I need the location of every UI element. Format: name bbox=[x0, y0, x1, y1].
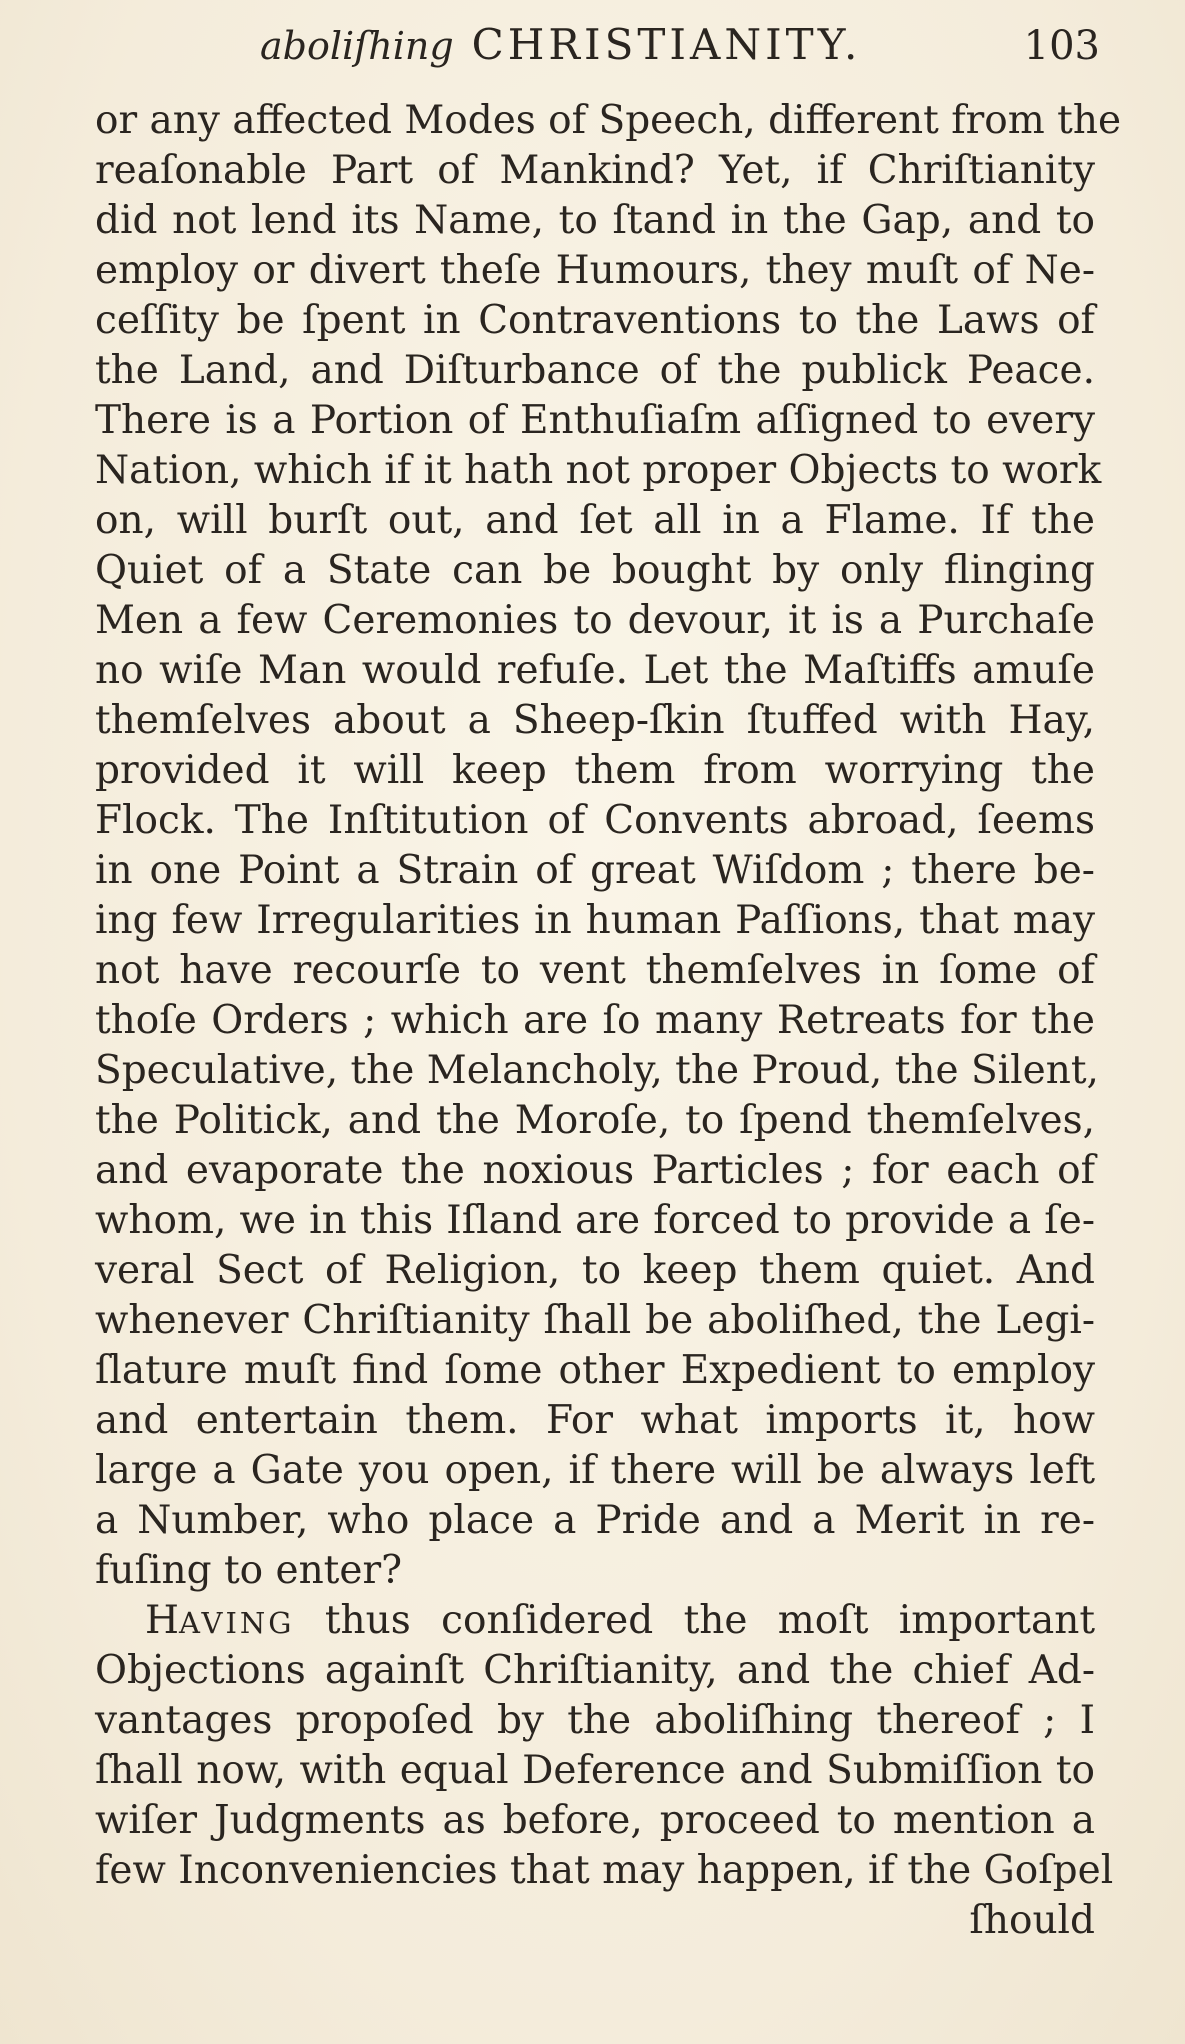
text-line: Flock. The Inſtitution of Convents abroad, ſeems bbox=[95, 798, 1095, 843]
text-line: provided it will keep them from worrying the bbox=[95, 748, 1095, 793]
text-line: fuſing to enter? bbox=[95, 1548, 402, 1593]
text-line: ceſſity be ſpent in Contraventions to the Laws of bbox=[95, 298, 1095, 343]
first-line-rest: thus conſidered the moſt important bbox=[294, 1598, 1095, 1643]
text-line: few Inconveniencies that may happen, if the Goſpel bbox=[95, 1848, 1114, 1893]
text-line: ing few Irregularities in human Paſſions, that may bbox=[95, 898, 1095, 943]
text-line: and entertain them. For what imports it, how bbox=[95, 1398, 1095, 1443]
text-line: or any affected Modes of Speech, different from the bbox=[95, 98, 1122, 143]
small-caps-word: AVING bbox=[179, 1606, 295, 1640]
text-line: and evaporate the noxious Particles ; for each of bbox=[95, 1148, 1095, 1193]
text-line: whenever Chriſtianity ſhall be aboliſhed, the Legi- bbox=[95, 1298, 1095, 1343]
paragraph-1 bbox=[95, 96, 1122, 1596]
running-header bbox=[260, 20, 1100, 80]
text-line: employ or divert theſe Humours, they muſt of Ne- bbox=[95, 248, 1095, 293]
text-line: There is a Portion of Enthuſiaſm aſſigned to every bbox=[95, 398, 1095, 443]
text-line: veral Sect of Religion, to keep them quiet. And bbox=[95, 1248, 1095, 1293]
text-line: wiſer Judgments as before, proceed to mention a bbox=[95, 1798, 1095, 1843]
text-line: reaſonable Part of Mankind? Yet, if Chriſtianity bbox=[95, 148, 1095, 193]
text-line: thoſe Orders ; which are ſo many Retreats for the bbox=[95, 998, 1095, 1043]
text-line: large a Gate you open, if there will be always left bbox=[95, 1448, 1095, 1493]
paragraph-2 bbox=[95, 1646, 1114, 1896]
text-line: ſlature muſt find ſome other Expedient to employ bbox=[95, 1348, 1095, 1393]
initial-letter: H bbox=[145, 1598, 180, 1643]
page-body bbox=[95, 96, 1122, 1946]
text-line: vantages propoſed by the aboliſhing thereof ; I bbox=[95, 1698, 1095, 1743]
text-line: Men a few Ceremonies to devour, it is a Purchaſe bbox=[95, 598, 1095, 643]
text-line: not have recourſe to vent themſelves in ſome of bbox=[95, 948, 1095, 993]
text-line: Nation, which if it hath not proper Objects to work bbox=[95, 448, 1102, 493]
text-line: no wiſe Man would refuſe. Let the Maſtiffs amuſe bbox=[95, 648, 1095, 693]
catchword: ſhould bbox=[969, 1898, 1095, 1943]
text-line: themſelves about a Sheep-ſkin ſtuffed with Hay, bbox=[95, 698, 1095, 743]
header-title: CHRISTIANITY. bbox=[471, 20, 862, 69]
text-line: did not lend its Name, to ſtand in the Gap, and to bbox=[95, 198, 1095, 243]
text-line: the Politick, and the Moroſe, to ſpend themſelves, bbox=[95, 1098, 1095, 1143]
text-line: on, will burſt out, and ſet all in a Flame. If the bbox=[95, 498, 1095, 543]
text-line: ſhall now, with equal Deference and Submiſſion to bbox=[95, 1748, 1095, 1793]
text-line: Speculative, the Melancholy, the Proud, the Silent, bbox=[95, 1048, 1099, 1093]
page-number: 103 bbox=[1023, 23, 1100, 69]
text-line: Quiet of a State can be bought by only flinging bbox=[95, 548, 1095, 593]
paragraph-2-first-line bbox=[95, 1596, 1095, 1646]
text-line: in one Point a Strain of great Wiſdom ; there be- bbox=[95, 848, 1095, 893]
text-line: the Land, and Diſturbance of the publick Peace. bbox=[95, 348, 1095, 393]
text-line: a Number, who place a Pride and a Merit in re- bbox=[95, 1498, 1095, 1543]
header-lead-word: aboliſhing bbox=[260, 24, 454, 68]
text-line: whom, we in this Iſland are forced to provide a ſe- bbox=[95, 1198, 1095, 1243]
text-line: Objections againſt Chriſtianity, and the chief Ad- bbox=[95, 1648, 1095, 1693]
